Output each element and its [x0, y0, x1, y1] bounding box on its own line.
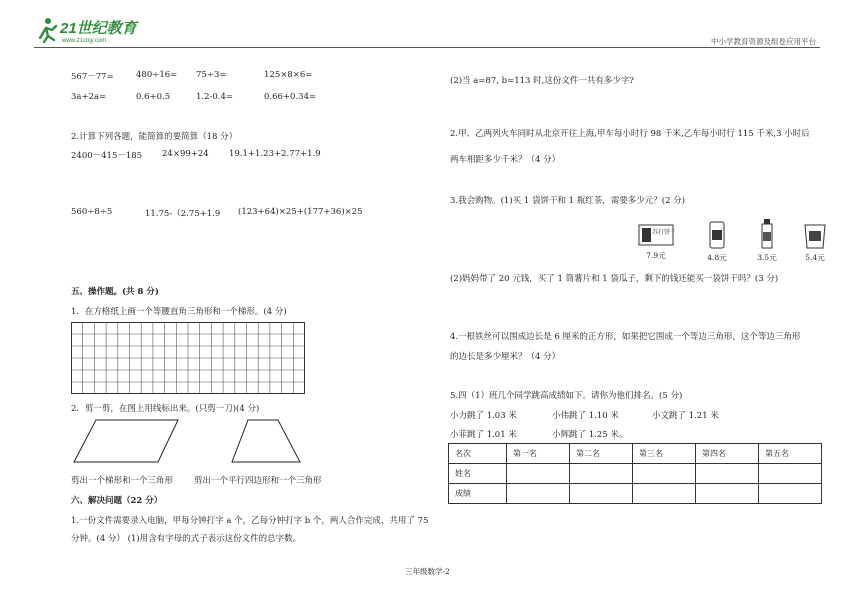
row-label-score: 成绩 — [449, 484, 507, 504]
q2-expr-3: 19.1+1.23+2.77+1.9 — [229, 149, 321, 159]
answer-cell[interactable] — [696, 484, 759, 504]
shop-item-tea — [752, 218, 782, 263]
shop-item-biscuit — [636, 222, 676, 261]
q1-part2: (2)当 a=87, b=113 时,这份文件一共有多少字? — [450, 76, 634, 86]
q2-expr-2: 24×99+24 — [162, 149, 209, 159]
section-6-title: 六、解决问题（22 分） — [71, 496, 163, 506]
result-xiaofei: 小菲跳了 1.01 米 — [450, 430, 517, 440]
logo — [36, 14, 146, 46]
table-header-cell: 第四名 — [696, 444, 759, 464]
q3-line1: 3.我会购物。(1)买 1 袋饼干和 1 瓶红茶，需要多少元？(2 分) — [450, 196, 686, 206]
result-xiaohui: 小辉跳了 1.25 米。 — [552, 430, 628, 440]
table-header-cell: 第二名 — [570, 444, 633, 464]
q2-expr-6: (123+64)×25+(177+36)×25 — [238, 207, 363, 217]
logo-url: www.21cnjy.com — [62, 38, 107, 44]
result-xiaoli: 小力跳了 1.03 米 — [450, 411, 517, 421]
q2-expr-1: 2400－415－185 — [71, 151, 143, 161]
table-header-cell: 第三名 — [633, 444, 696, 464]
price-biscuit: 7.9元 — [646, 251, 666, 260]
table-header-cell: 第一名 — [507, 444, 570, 464]
seed-bag-icon — [802, 222, 828, 250]
answer-cell[interactable] — [633, 484, 696, 504]
price-chips: 4.8元 — [707, 253, 727, 262]
cut-shapes — [72, 418, 332, 466]
ranking-table — [448, 443, 822, 504]
calc-1-3: 75÷3= — [196, 70, 227, 80]
price-tea: 3.5元 — [757, 253, 777, 262]
section-5-title: 五、操作题。(共 8 分) — [71, 287, 159, 297]
table-row — [449, 444, 822, 464]
calc-2-1: 3a+2a= — [71, 92, 107, 102]
trapezoid-shape — [232, 420, 300, 462]
q3-part2: (2)妈妈带了 20 元钱，买了 1 筒薯片和 1 袋瓜子，剩下的钱还能买一袋饼干吗？(3 分) — [450, 274, 779, 284]
answer-cell[interactable] — [759, 464, 822, 484]
answer-cell[interactable] — [507, 464, 570, 484]
parallelogram-shape — [74, 420, 178, 462]
answer-cell[interactable] — [570, 484, 633, 504]
calc-2-2: 0.6+0.5 — [136, 92, 171, 102]
section-5-q2: 2．剪一剪，在图上用线标出来。(只剪一刀)(4 分) — [71, 404, 260, 414]
header-right-text: 中小学教育资源及组卷应用平台 — [711, 37, 816, 46]
table-header-cell: 名次 — [449, 444, 507, 464]
calc-1-2: 480÷16= — [136, 70, 178, 80]
header-divider — [34, 47, 820, 48]
calc-1-4: 125×8×6= — [264, 70, 313, 80]
section-6-q1-line2: 分钟。(4 分） (1)用含有字母的式子表示这份文件的总字数。 — [71, 534, 302, 544]
grid-paper — [71, 322, 305, 394]
section-6-q1-line1: 1.一份文件需要录入电脑，甲每分钟打字 a 个，乙每分钟打字 b 个，两人合作完成，共用了 75 — [71, 516, 429, 526]
section-5-q1: 1．在方格纸上画一个等腰直角三角形和一个梯形。(4 分) — [71, 307, 287, 317]
row-label-name: 姓名 — [449, 464, 507, 484]
q2-title: 2.计算下列各题，能简算的要简算（18 分） — [71, 132, 238, 142]
table-header-cell: 第五名 — [759, 444, 822, 464]
q4-line1: 4.一根铁丝可以围成边长是 6 厘米的正方形，如果把它围成一个等边三角形，这个等边三角形 — [450, 332, 801, 342]
result-xiaowei: 小伟跳了 1.10 米 — [552, 411, 619, 421]
q4-line2: 的边长是多少厘米？（4 分） — [450, 352, 561, 362]
answer-cell[interactable] — [759, 484, 822, 504]
q5-line1: 5.四（1）班几个同学跳高成绩如下。请你为他们排名。(5 分) — [450, 391, 683, 401]
q2-line1: 2.甲、乙两列火车同时从北京开往上海,甲车每小时行 98 千米,乙车每小时行 115 千米,3 小时后 — [450, 129, 810, 139]
biscuit-label: 苏打饼干 — [652, 229, 675, 236]
page-footer: 三年级数学-2 — [405, 567, 450, 576]
cut-label-2: 剪出一个平行四边形和一个三角形 — [194, 476, 322, 486]
q2-line2: 两车相距多少千米？（4 分） — [450, 155, 561, 165]
tea-bottle-icon — [756, 218, 778, 250]
answer-cell[interactable] — [570, 464, 633, 484]
calc-2-4: 0.66+0.34= — [264, 92, 317, 102]
q2-expr-4: 560÷8÷5 — [71, 207, 113, 217]
result-xiaowen: 小文跳了 1.21 米 — [652, 411, 719, 421]
answer-cell[interactable] — [633, 464, 696, 484]
shop-item-chips — [702, 220, 732, 263]
calc-1-1: 567－77= — [71, 72, 114, 82]
shop-item-seeds — [800, 222, 830, 263]
answer-cell[interactable] — [696, 464, 759, 484]
table-row — [449, 464, 822, 484]
q2-expr-5: 11.75-（2.75+1.9 — [145, 209, 221, 219]
answer-cell[interactable] — [507, 484, 570, 504]
calc-2-3: 1.2-0.4= — [196, 92, 234, 102]
runner-icon — [40, 18, 56, 42]
logo-text: 21世纪教育 — [60, 20, 137, 37]
price-seeds: 5.4元 — [805, 253, 825, 262]
cut-label-1: 剪出一个梯形和一个三角形 — [71, 476, 174, 486]
table-row — [449, 484, 822, 504]
chips-can-icon — [706, 220, 728, 250]
